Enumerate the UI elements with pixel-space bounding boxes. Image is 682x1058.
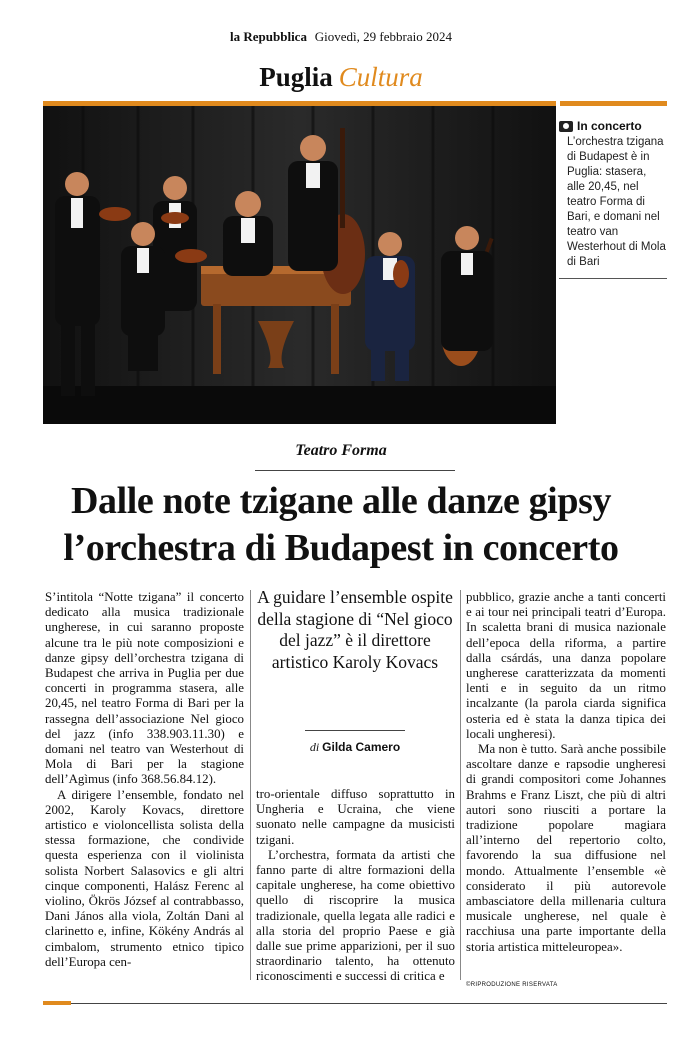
paragraph: pubblico, grazie anche a tanti concerti e ai tour nei principali teatri d’Europa. In scaletta brani di musica nazionale dell’epoca della riforma, a partire dalla csárdás, una danza popolare ungherese caratterizzata da momenti lenti e in seguito da un ritmo incalzante (la parola ciarda significa osteria ed è stata la danza tipica dei locali ungheresi). <box>466 590 666 741</box>
article-column-2 <box>256 787 455 985</box>
caption-text: L’orchestra tzigana di Budapest è in Puglia: stasera, alle 20,45, nel teatro Forma di Bari, e domani nel teatro van Westerhout di Mola di Bari <box>567 136 666 268</box>
newspaper-name: la Repubblica <box>230 29 307 44</box>
kicker-rule <box>255 470 455 471</box>
byline-rule <box>305 730 405 731</box>
headline-line-2: l’orchestra di Budapest in concerto <box>63 527 619 569</box>
paragraph: tro-orientale diffuso soprattutto in Ungheria e Ucraina, che viene suonato nelle campagne da musicisti tzigani. <box>256 787 455 847</box>
copyright-notice: ©RIPRODUZIONE RISERVATA <box>466 982 558 988</box>
orchestra-illustration <box>43 106 556 424</box>
column-divider <box>250 590 251 980</box>
issue-date: Giovedì, 29 febbraio 2024 <box>314 29 452 44</box>
byline-prefix: di <box>309 740 320 754</box>
column-divider <box>460 590 461 980</box>
paragraph: L’orchestra, formata da artisti che fanno parte di altre formazioni della capitale ungherese, ha come obiettivo quello di riscoprire la musica tradizionale, quella legata alle radici e alla storia del proprio Paese e già dalle sue prime apparizioni, per il suo straordinario talento, ha ottenuto riconoscimenti e successi di critica e <box>256 847 455 984</box>
headline <box>0 478 682 572</box>
camera-icon <box>559 121 573 132</box>
caption-title-text: In concerto <box>577 119 642 133</box>
orchestra-photo <box>43 106 556 424</box>
pull-quote: A guidare l’ensemble ospite della stagione di “Nel gioco del jazz” è il direttore artistico Karoly Kovacs <box>257 587 453 672</box>
byline <box>255 740 455 755</box>
byline-author: Gilda Camero <box>322 740 401 754</box>
article-column-3 <box>466 590 666 955</box>
masthead <box>0 29 682 45</box>
paragraph: A dirigere l’ensemble, fondato nel 2002, Karoly Kovacs, direttore artistico e violoncellista solista della stessa formazione, che condivide questa esperienza con il violinista solista Norbert Salasovics e gli altri cinque componenti, Halász Ferenc al violino, Ökrös József al contrabbasso, Dani János alla viola, Zoltán Dani al clarinetto e, infine, Kökény András al cimbalom, strumento etnico tipico dell’Europa cen- <box>45 787 244 969</box>
paragraph: S’intitola “Notte tzigana” il concerto dedicato alla musica tradizionale ungherese, in cui saranno proposte alcune tra le più note composizioni e danze gipsy dell’orchestra tzigana di Budapest che arriva in Puglia per due concerti in programma stasera, alle 20,45, nel teatro Forma di Bari per la rassegna dell’associazione Nel gioco del jazz (info 338.903.11.30) e domani nel teatro van Westerhout di Mola di Bari per la stagione dell’Agìmus (info 368.56.84.12). <box>45 590 244 787</box>
footer-accent-rule <box>43 1001 71 1005</box>
article-column-1 <box>45 590 244 970</box>
headline-line-1: Dalle note tzigane alle danze gipsy <box>70 480 612 522</box>
caption-accent-rule <box>560 101 667 106</box>
section-topic: Cultura <box>338 62 423 92</box>
footer-rule <box>71 1003 667 1004</box>
photo-caption <box>559 119 667 279</box>
caption-title <box>559 119 667 133</box>
section-header <box>0 62 682 93</box>
kicker: Teatro Forma <box>295 442 387 459</box>
section-region: Puglia <box>259 62 333 92</box>
paragraph: Ma non è tutto. Sarà anche possibile ascoltare danze e rapsodie ungheresi di grandi compositori come Johannes Brahms e Franz Liszt, che più di altri autori sono riusciti a portare la tradizione popolare magiara all’interno del repertorio colto, favorendo la sua diffusione nel mondo. Attualmente l’ensemble «è considerato il più autorevole ambasciatore della millenaria cultura musicale ungherese, nel quale è racchiusa una parte importante della storia artistica mitteleuropea». <box>466 742 666 954</box>
